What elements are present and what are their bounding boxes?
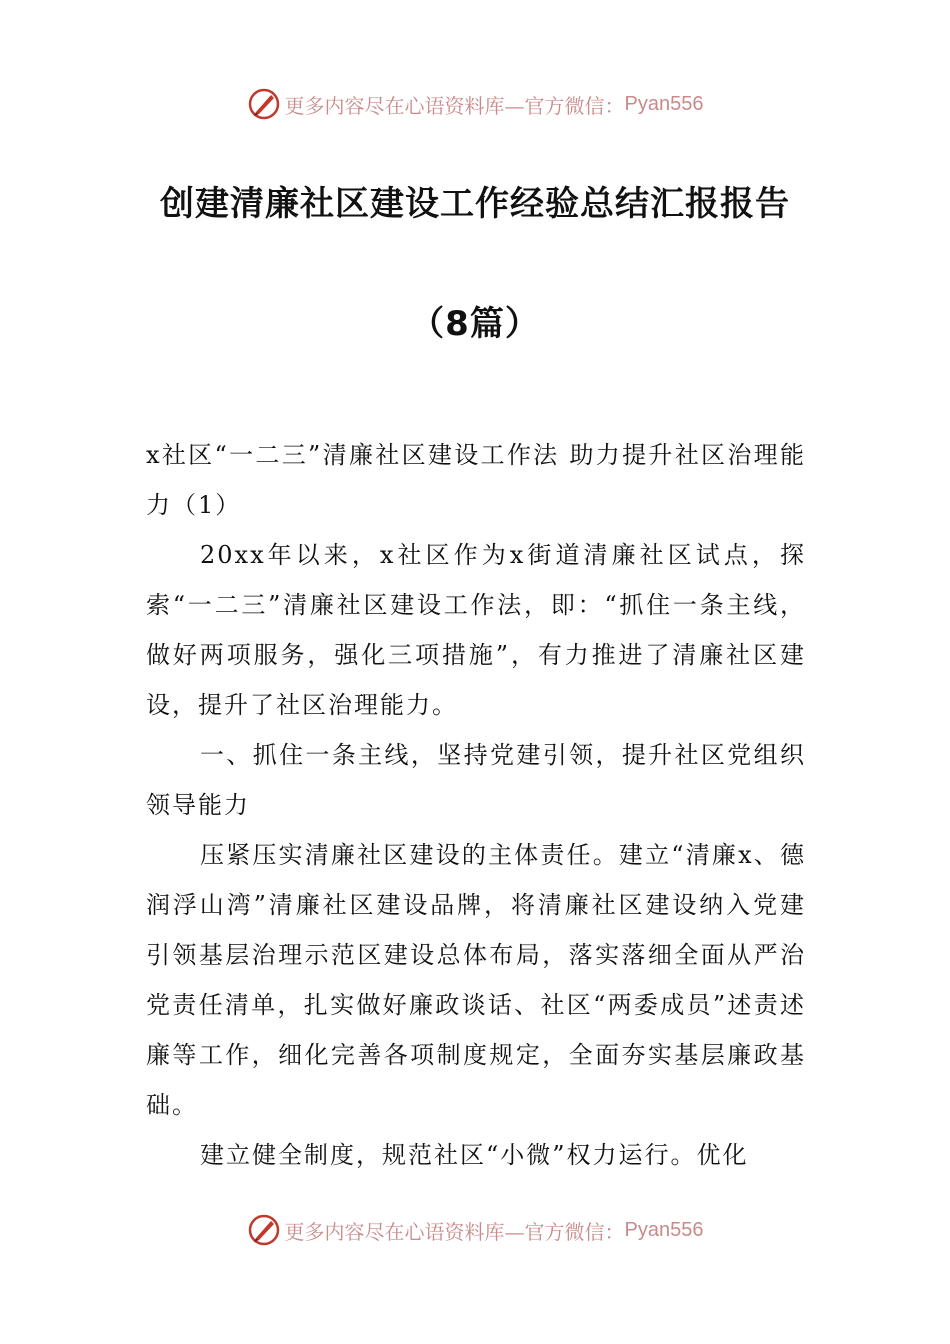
paragraph: 20xx年以来，x社区作为x街道清廉社区试点，探索“一二三”清廉社区建设工作法，即：“抓住一条主线，做好两项服务，强化三项措施”，有力推进了清廉社区建设，提升了社区治理能力。 bbox=[146, 541, 806, 719]
paragraph: 建立健全制度，规范社区“小微”权力运行。优化 bbox=[200, 1141, 749, 1169]
watermark-wechat-id: Pyan556 bbox=[624, 1218, 704, 1241]
section-heading: 一、抓住一条主线，坚持党建引领，提升社区党组织领导能力 bbox=[146, 741, 806, 819]
document-body bbox=[146, 430, 806, 1180]
watermark-banner-top bbox=[0, 84, 950, 124]
pen-logo-icon bbox=[247, 87, 281, 121]
watermark-banner-bottom bbox=[0, 1210, 950, 1250]
watermark-wechat-id: Pyan556 bbox=[624, 92, 704, 115]
paragraph-heading: x社区“一二三”清廉社区建设工作法 助力提升社区治理能力（1） bbox=[146, 441, 806, 519]
document-subtitle: （8篇） bbox=[410, 304, 540, 344]
paragraph: 压紧压实清廉社区建设的主体责任。建立“清廉x、德润浮山湾”清廉社区建设品牌，将清廉社区建设纳入党建引领基层治理示范区建设总体布局，落实落细全面从严治党责任清单，扎实做好廉政谈话、社区“两委成员”述责述廉等工作，细化完善各项制度规定，全面夯实基层廉政基础。 bbox=[146, 841, 806, 1119]
watermark-text: 更多内容尽在心语资料库—官方微信： bbox=[284, 1219, 625, 1244]
document-title: 创建清廉社区建设工作经验总结汇报报告 bbox=[160, 184, 790, 224]
watermark-text: 更多内容尽在心语资料库—官方微信： bbox=[284, 93, 625, 118]
pen-logo-icon bbox=[247, 1213, 281, 1247]
